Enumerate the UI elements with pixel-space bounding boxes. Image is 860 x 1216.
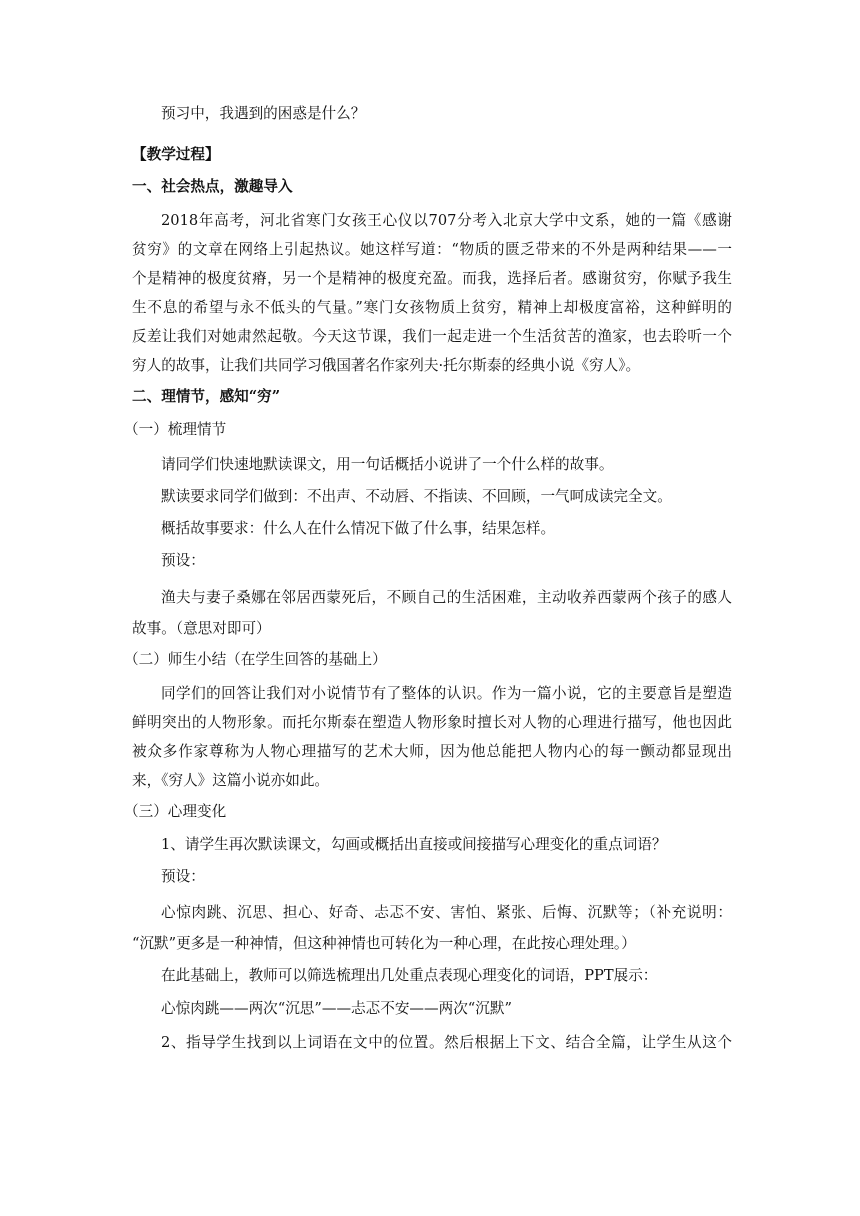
subsection-3-ppt-line: 在此基础上，教师可以筛选梳理出几处重点表现心理变化的词语，PPT展示： <box>161 967 658 984</box>
section-1-line-1: 2018年高考，河北省寒门女孩王心仪以707分考入北京大学中文系，她的一篇《感谢 <box>161 212 732 229</box>
subsection-1-answer-line-1: 渔夫与妻子桑娜在邻居西蒙死后，不顾自己的生活困难，主动收养西蒙两个孩子的感人 <box>161 589 732 606</box>
subsection-1-answer-line-2: 故事。（意思对即可） <box>132 620 271 637</box>
subsection-3-question-2: 2、指导学生找到以上词语在文中的位置。然后根据上下文、结合全篇，让学生从这个 <box>161 1034 732 1051</box>
section-1-line-4: 生不息的希望与永不低头的气量。”寒门女孩物质上贫穷，精神上却极度富裕，这种鲜明的 <box>132 299 732 316</box>
subsection-1-heading: （一）梳理情节 <box>124 421 227 438</box>
section-1-line-2: 贫穷》的文章在网络上引起热议。她这样写道：“物质的匮乏带来的不外是两种结果——一 <box>132 241 732 258</box>
subsection-3-preset-label: 预设： <box>161 868 205 885</box>
subsection-3-answer-line-2: “沉默”更多是一种神情，但这种神情也可转化为一种心理，在此按心理处理。） <box>132 935 636 952</box>
section-1-line-6: 穷人的故事，让我们共同学习俄国著名作家列夫·托尔斯泰的经典小说《穷人》。 <box>132 357 641 374</box>
section-1-line-5: 反差让我们对她肃然起敬。今天这节课，我们一起走进一个生活贫苦的渔家，也去聆听一个 <box>132 328 732 345</box>
subsection-3-chain-line: 心惊肉跳——两次“沉思”——忐忑不安——两次“沉默” <box>161 1000 512 1017</box>
subsection-3-question-1: 1、请学生再次默读课文，勾画或概括出直接或间接描写心理变化的重点词语？ <box>161 836 667 853</box>
subsection-2-line-1: 同学们的回答让我们对小说情节有了整体的认识。作为一篇小说，它的主要意旨是塑造 <box>161 685 732 702</box>
subsection-2-line-4: 来，《穷人》这篇小说亦如此。 <box>132 772 330 789</box>
subsection-1-line-2: 默读要求同学们做到：不出声、不动唇、不指读、不回顾，一气呵成读完全文。 <box>161 488 672 505</box>
subsection-2-line-2: 鲜明突出的人物形象。而托尔斯泰在塑造人物形象时擅长对人物的心理进行描写，他也因此 <box>132 714 732 731</box>
preview-question: 预习中，我遇到的困惑是什么？ <box>161 105 366 122</box>
teaching-process-heading: 【教学过程】 <box>132 146 220 163</box>
subsection-1-preset-label: 预设： <box>161 552 205 569</box>
subsection-1-line-3: 概括故事要求：什么人在什么情况下做了什么事，结果怎样。 <box>161 520 556 537</box>
subsection-3-heading: （三）心理变化 <box>124 803 227 820</box>
subsection-1-line-1: 请同学们快速地默读课文，用一句话概括小说讲了一个什么样的故事。 <box>161 456 614 473</box>
section-1-line-3: 个是精神的极度贫瘠，另一个是精神的极度充盈。而我，选择后者。感谢贫穷，你赋予我生 <box>132 270 732 287</box>
subsection-2-line-3: 被众多作家尊称为人物心理描写的艺术大师，因为他总能把人物内心的每一颤动都显现出 <box>132 743 732 760</box>
section-2-heading: 二、理情节，感知“穷” <box>132 388 281 405</box>
subsection-2-heading: （二）师生小结（在学生回答的基础上） <box>124 651 387 668</box>
subsection-3-answer-line-1: 心惊肉跳、沉思、担心、好奇、忐忑不安、害怕、紧张、后悔、沉默等；（补充说明： <box>161 904 732 921</box>
section-1-heading: 一、社会热点，激趣导入 <box>132 178 293 195</box>
